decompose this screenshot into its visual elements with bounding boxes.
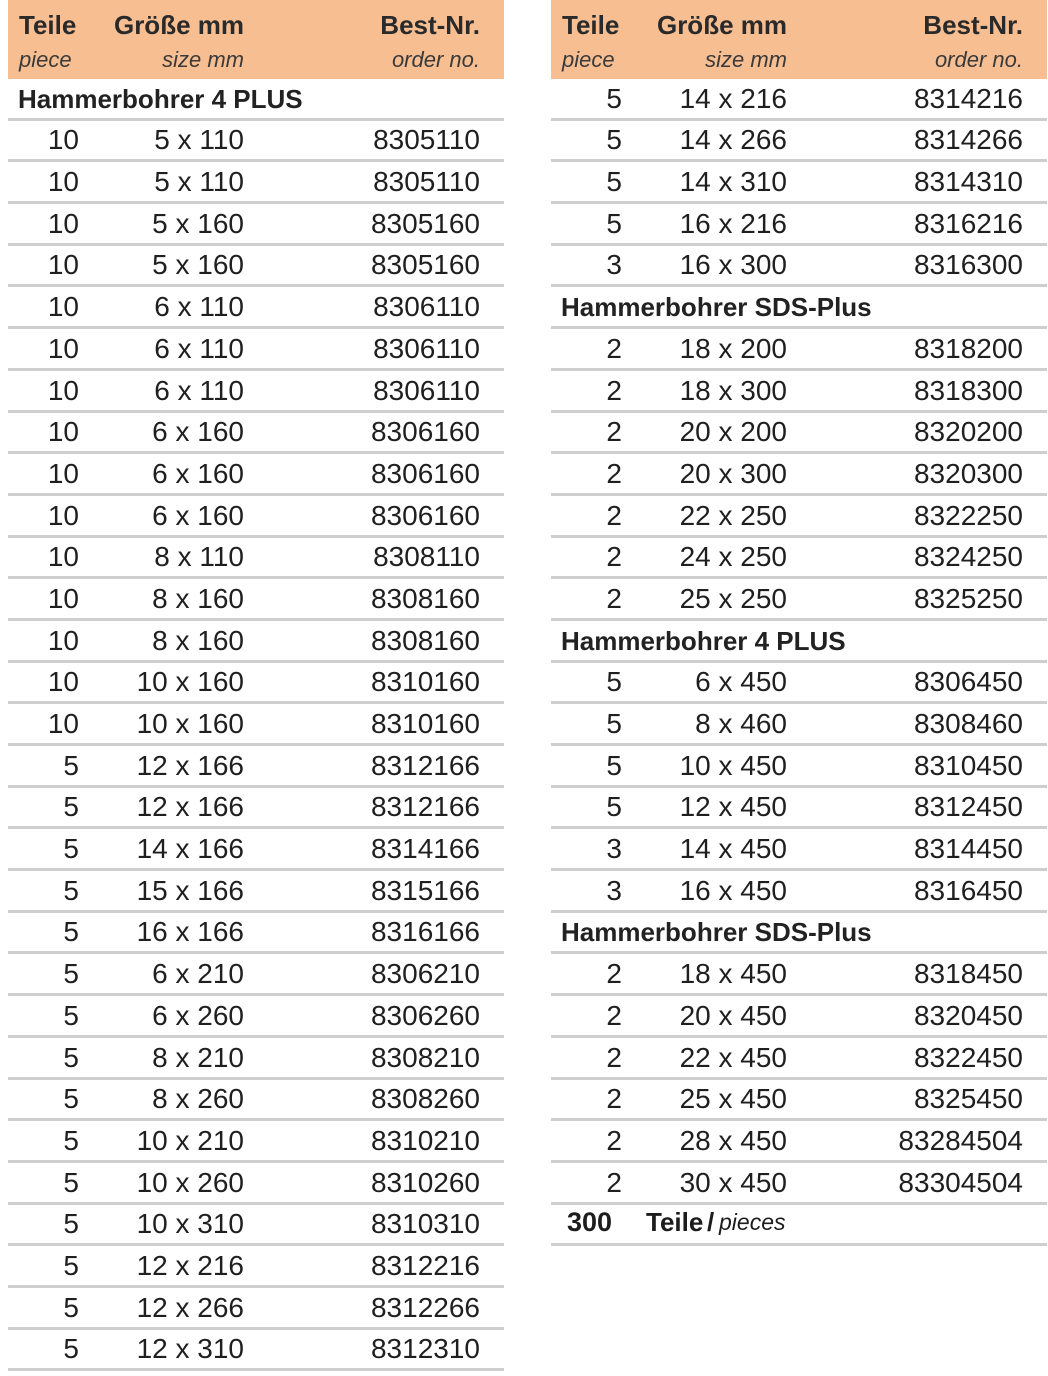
row-order-no: 8318200 xyxy=(913,332,1023,364)
row-qty: 5 xyxy=(63,1083,79,1115)
row-size: 8 x 260 xyxy=(152,1083,244,1115)
row-qty: 3 xyxy=(606,874,622,906)
row-order-no: 8314310 xyxy=(913,166,1023,198)
row-size: 16 x 300 xyxy=(679,249,787,281)
table-row xyxy=(551,371,1047,413)
table-row xyxy=(8,746,504,788)
row-order-no: 8306110 xyxy=(373,291,480,323)
row-order-no: 8312166 xyxy=(370,791,480,823)
row-size: 24 x 250 xyxy=(679,541,787,573)
total-row xyxy=(551,1205,1047,1247)
table-row xyxy=(551,204,1047,246)
row-qty: 10 xyxy=(47,457,79,489)
row-order-no: 8314216 xyxy=(913,82,1023,114)
row-qty: 2 xyxy=(606,1041,622,1073)
row-order-no: 8312216 xyxy=(370,1249,480,1281)
row-qty: 5 xyxy=(606,708,622,739)
row-qty: 5 xyxy=(63,1208,79,1240)
row-qty: 5 xyxy=(606,791,622,823)
header-size-de: Größe mm xyxy=(656,10,787,40)
header-size-de: Größe mm xyxy=(113,10,244,40)
row-size: 12 x 310 xyxy=(136,1333,244,1365)
table-row xyxy=(551,704,1047,746)
row-size: 6 x 210 xyxy=(152,958,244,990)
table-row xyxy=(8,788,504,830)
table-row xyxy=(8,704,504,746)
row-qty: 2 xyxy=(606,1083,622,1115)
table-row xyxy=(551,246,1047,288)
row-qty: 10 xyxy=(47,708,79,739)
table-row xyxy=(8,454,504,496)
row-size: 5 x 110 xyxy=(154,124,244,156)
left-table xyxy=(8,0,504,1371)
table-row xyxy=(8,1038,504,1080)
table-row xyxy=(8,954,504,996)
row-size: 14 x 450 xyxy=(679,833,787,865)
row-qty: 10 xyxy=(47,124,79,156)
section-heading xyxy=(551,621,1047,663)
table-row xyxy=(8,996,504,1038)
row-size: 6 x 260 xyxy=(152,999,244,1031)
row-size: 6 x 110 xyxy=(154,291,244,323)
row-order-no: 8308110 xyxy=(373,541,480,573)
table-row xyxy=(8,1121,504,1163)
row-qty: 5 xyxy=(606,166,622,198)
row-size: 6 x 110 xyxy=(154,374,244,406)
table-row xyxy=(551,871,1047,913)
row-size: 12 x 266 xyxy=(136,1291,244,1323)
row-order-no: 8305110 xyxy=(373,124,480,156)
table-row xyxy=(551,829,1047,871)
row-order-no: 8305110 xyxy=(373,166,480,198)
row-qty: 2 xyxy=(606,1166,622,1198)
row-size: 12 x 450 xyxy=(679,791,787,823)
row-qty: 10 xyxy=(47,166,79,198)
table-row xyxy=(551,954,1047,996)
row-qty: 2 xyxy=(606,582,622,614)
row-size: 10 x 210 xyxy=(136,1124,244,1156)
row-order-no: 8312310 xyxy=(370,1333,480,1365)
row-qty: 2 xyxy=(606,457,622,489)
row-size: 6 x 160 xyxy=(152,416,244,448)
row-order-no: 8308160 xyxy=(370,582,480,614)
left-table-body xyxy=(8,79,504,1371)
row-size: 8 x 160 xyxy=(152,582,244,614)
row-order-no: 8316300 xyxy=(913,249,1023,281)
row-size: 5 x 110 xyxy=(154,166,244,198)
table-row xyxy=(8,496,504,538)
header-qty-en: piece xyxy=(562,47,615,72)
total-count: 300 xyxy=(567,1207,613,1238)
table-row xyxy=(551,496,1047,538)
table-row xyxy=(551,579,1047,621)
table-row xyxy=(8,1288,504,1330)
table-row xyxy=(8,121,504,163)
row-size: 6 x 160 xyxy=(152,457,244,489)
header-size-en: size mm xyxy=(705,47,787,72)
section-heading xyxy=(8,79,504,121)
table-row xyxy=(551,663,1047,705)
table-row xyxy=(8,329,504,371)
total-label-en: pieces xyxy=(719,1209,786,1236)
row-qty: 3 xyxy=(606,833,622,865)
row-qty: 10 xyxy=(47,249,79,281)
header-qty-de: Teile xyxy=(19,10,77,40)
total-separator: / xyxy=(707,1207,715,1238)
row-order-no: 8308160 xyxy=(370,624,480,656)
section-heading xyxy=(551,287,1047,329)
row-qty: 3 xyxy=(606,249,622,281)
row-qty: 2 xyxy=(606,499,622,531)
row-qty: 5 xyxy=(63,1333,79,1365)
row-order-no: 8318300 xyxy=(913,374,1023,406)
row-qty: 5 xyxy=(63,1124,79,1156)
table-row xyxy=(8,621,504,663)
row-order-no: 8314166 xyxy=(370,833,480,865)
row-order-no: 8322250 xyxy=(913,499,1023,531)
row-order-no: 8310160 xyxy=(370,666,480,698)
row-qty: 10 xyxy=(47,666,79,698)
row-size: 10 x 160 xyxy=(136,666,244,698)
section-heading xyxy=(551,913,1047,955)
table-row xyxy=(551,996,1047,1038)
row-order-no: 8325250 xyxy=(913,582,1023,614)
row-order-no: 8320200 xyxy=(913,416,1023,448)
table-row xyxy=(8,663,504,705)
row-order-no: 8314450 xyxy=(913,833,1023,865)
table-header xyxy=(551,0,1047,79)
row-size: 6 x 450 xyxy=(695,666,787,698)
row-qty: 5 xyxy=(63,1041,79,1073)
table-row xyxy=(551,162,1047,204)
row-size: 6 x 160 xyxy=(152,499,244,531)
table-row xyxy=(8,1163,504,1205)
row-size: 16 x 450 xyxy=(679,874,787,906)
header-size-en: size mm xyxy=(162,47,244,72)
row-qty: 5 xyxy=(63,833,79,865)
row-order-no: 8316216 xyxy=(913,207,1023,239)
row-qty: 2 xyxy=(606,1124,622,1156)
row-size: 12 x 166 xyxy=(136,791,244,823)
header-qty-en: piece xyxy=(19,47,72,72)
section-title: Hammerbohrer SDS-Plus xyxy=(561,292,872,323)
row-qty: 10 xyxy=(47,582,79,614)
row-order-no: 8308460 xyxy=(913,708,1023,739)
row-size: 5 x 160 xyxy=(152,249,244,281)
row-order-no: 8306450 xyxy=(913,666,1023,698)
row-order-no: 8316166 xyxy=(370,916,480,948)
section-title: Hammerbohrer 4 PLUS xyxy=(561,625,846,656)
row-order-no: 8306210 xyxy=(370,958,480,990)
row-order-no: 8306110 xyxy=(373,374,480,406)
row-size: 22 x 450 xyxy=(679,1041,787,1073)
row-size: 8 x 110 xyxy=(154,541,244,573)
table-row xyxy=(8,1080,504,1122)
row-order-no: 8315166 xyxy=(370,874,480,906)
row-order-no: 8310160 xyxy=(370,708,480,739)
row-size: 14 x 216 xyxy=(679,82,787,114)
header-order-de: Best-Nr. xyxy=(923,10,1023,40)
table-row xyxy=(8,371,504,413)
row-qty: 5 xyxy=(63,874,79,906)
row-size: 12 x 166 xyxy=(136,749,244,781)
row-size: 14 x 266 xyxy=(679,124,787,156)
row-size: 14 x 310 xyxy=(679,166,787,198)
row-order-no: 8306110 xyxy=(373,332,480,364)
row-qty: 5 xyxy=(63,999,79,1031)
row-order-no: 8306260 xyxy=(370,999,480,1031)
row-order-no: 8308210 xyxy=(370,1041,480,1073)
row-order-no: 83304504 xyxy=(898,1166,1023,1198)
right-table xyxy=(551,0,1047,1246)
row-size: 18 x 200 xyxy=(679,332,787,364)
table-row xyxy=(551,788,1047,830)
table-row xyxy=(8,579,504,621)
row-size: 22 x 250 xyxy=(679,499,787,531)
table-row xyxy=(8,1330,504,1372)
row-order-no: 8312166 xyxy=(370,749,480,781)
row-qty: 10 xyxy=(47,541,79,573)
row-qty: 5 xyxy=(63,1249,79,1281)
section-title: Hammerbohrer 4 PLUS xyxy=(18,83,303,114)
table-row xyxy=(8,287,504,329)
table-row xyxy=(551,538,1047,580)
row-order-no: 8312266 xyxy=(370,1291,480,1323)
row-order-no: 8308260 xyxy=(370,1083,480,1115)
row-qty: 5 xyxy=(606,749,622,781)
row-qty: 5 xyxy=(63,916,79,948)
right-table-body xyxy=(551,79,1047,1205)
row-size: 15 x 166 xyxy=(136,874,244,906)
row-order-no: 83284504 xyxy=(898,1124,1023,1156)
row-order-no: 8305160 xyxy=(370,249,480,281)
table-row xyxy=(551,329,1047,371)
row-order-no: 8306160 xyxy=(370,416,480,448)
table-row xyxy=(551,746,1047,788)
table-row xyxy=(8,204,504,246)
table-row xyxy=(8,538,504,580)
row-qty: 10 xyxy=(47,291,79,323)
row-qty: 10 xyxy=(47,207,79,239)
table-row xyxy=(8,1205,504,1247)
row-size: 25 x 250 xyxy=(679,582,787,614)
row-order-no: 8325450 xyxy=(913,1083,1023,1115)
row-size: 18 x 450 xyxy=(679,958,787,990)
table-row xyxy=(551,1080,1047,1122)
row-size: 8 x 210 xyxy=(152,1041,244,1073)
row-order-no: 8318450 xyxy=(913,958,1023,990)
row-size: 8 x 460 xyxy=(695,708,787,739)
section-title: Hammerbohrer SDS-Plus xyxy=(561,917,872,948)
table-row xyxy=(8,1246,504,1288)
table-row xyxy=(551,1121,1047,1163)
row-qty: 5 xyxy=(63,791,79,823)
row-qty: 5 xyxy=(63,749,79,781)
row-qty: 5 xyxy=(606,666,622,698)
table-row xyxy=(551,413,1047,455)
row-size: 20 x 450 xyxy=(679,999,787,1031)
row-qty: 2 xyxy=(606,541,622,573)
row-qty: 10 xyxy=(47,374,79,406)
table-row xyxy=(8,913,504,955)
table-row xyxy=(8,413,504,455)
row-qty: 2 xyxy=(606,332,622,364)
row-qty: 5 xyxy=(63,1291,79,1323)
row-size: 5 x 160 xyxy=(152,207,244,239)
table-row xyxy=(8,162,504,204)
row-qty: 2 xyxy=(606,374,622,406)
row-qty: 5 xyxy=(606,124,622,156)
header-order-de: Best-Nr. xyxy=(380,10,480,40)
row-size: 14 x 166 xyxy=(136,833,244,865)
row-qty: 2 xyxy=(606,958,622,990)
row-size: 20 x 200 xyxy=(679,416,787,448)
row-size: 8 x 160 xyxy=(152,624,244,656)
row-order-no: 8310450 xyxy=(913,749,1023,781)
row-size: 20 x 300 xyxy=(679,457,787,489)
row-order-no: 8324250 xyxy=(913,541,1023,573)
table-row xyxy=(551,121,1047,163)
row-qty: 10 xyxy=(47,416,79,448)
header-qty-de: Teile xyxy=(562,10,620,40)
row-order-no: 8314266 xyxy=(913,124,1023,156)
row-size: 16 x 216 xyxy=(679,207,787,239)
row-order-no: 8310210 xyxy=(370,1124,480,1156)
row-order-no: 8320300 xyxy=(913,457,1023,489)
row-qty: 2 xyxy=(606,999,622,1031)
row-qty: 10 xyxy=(47,332,79,364)
row-qty: 5 xyxy=(606,82,622,114)
table-row xyxy=(551,1163,1047,1205)
table-row xyxy=(8,829,504,871)
row-order-no: 8320450 xyxy=(913,999,1023,1031)
row-qty: 5 xyxy=(606,207,622,239)
row-size: 28 x 450 xyxy=(679,1124,787,1156)
header-order-en: order no. xyxy=(934,47,1023,72)
table-row xyxy=(551,79,1047,121)
row-qty: 2 xyxy=(606,416,622,448)
row-size: 30 x 450 xyxy=(679,1166,787,1198)
row-qty: 10 xyxy=(47,499,79,531)
table-row xyxy=(8,246,504,288)
row-order-no: 8306160 xyxy=(370,457,480,489)
row-size: 10 x 160 xyxy=(136,708,244,739)
row-order-no: 8310310 xyxy=(370,1208,480,1240)
row-size: 25 x 450 xyxy=(679,1083,787,1115)
row-qty: 5 xyxy=(63,958,79,990)
row-size: 10 x 310 xyxy=(136,1208,244,1240)
row-qty: 5 xyxy=(63,1166,79,1198)
row-size: 10 x 450 xyxy=(679,749,787,781)
table-header xyxy=(8,0,504,79)
table-row xyxy=(551,1038,1047,1080)
row-order-no: 8306160 xyxy=(370,499,480,531)
row-size: 18 x 300 xyxy=(679,374,787,406)
row-order-no: 8322450 xyxy=(913,1041,1023,1073)
row-order-no: 8310260 xyxy=(370,1166,480,1198)
table-row xyxy=(8,871,504,913)
row-order-no: 8305160 xyxy=(370,207,480,239)
total-label-de: Teile xyxy=(646,1207,704,1238)
header-order-en: order no. xyxy=(391,47,480,72)
row-qty: 10 xyxy=(47,624,79,656)
row-order-no: 8312450 xyxy=(913,791,1023,823)
table-row xyxy=(551,454,1047,496)
row-size: 16 x 166 xyxy=(136,916,244,948)
row-size: 10 x 260 xyxy=(136,1166,244,1198)
row-size: 12 x 216 xyxy=(136,1249,244,1281)
row-size: 6 x 110 xyxy=(154,332,244,364)
row-order-no: 8316450 xyxy=(913,874,1023,906)
